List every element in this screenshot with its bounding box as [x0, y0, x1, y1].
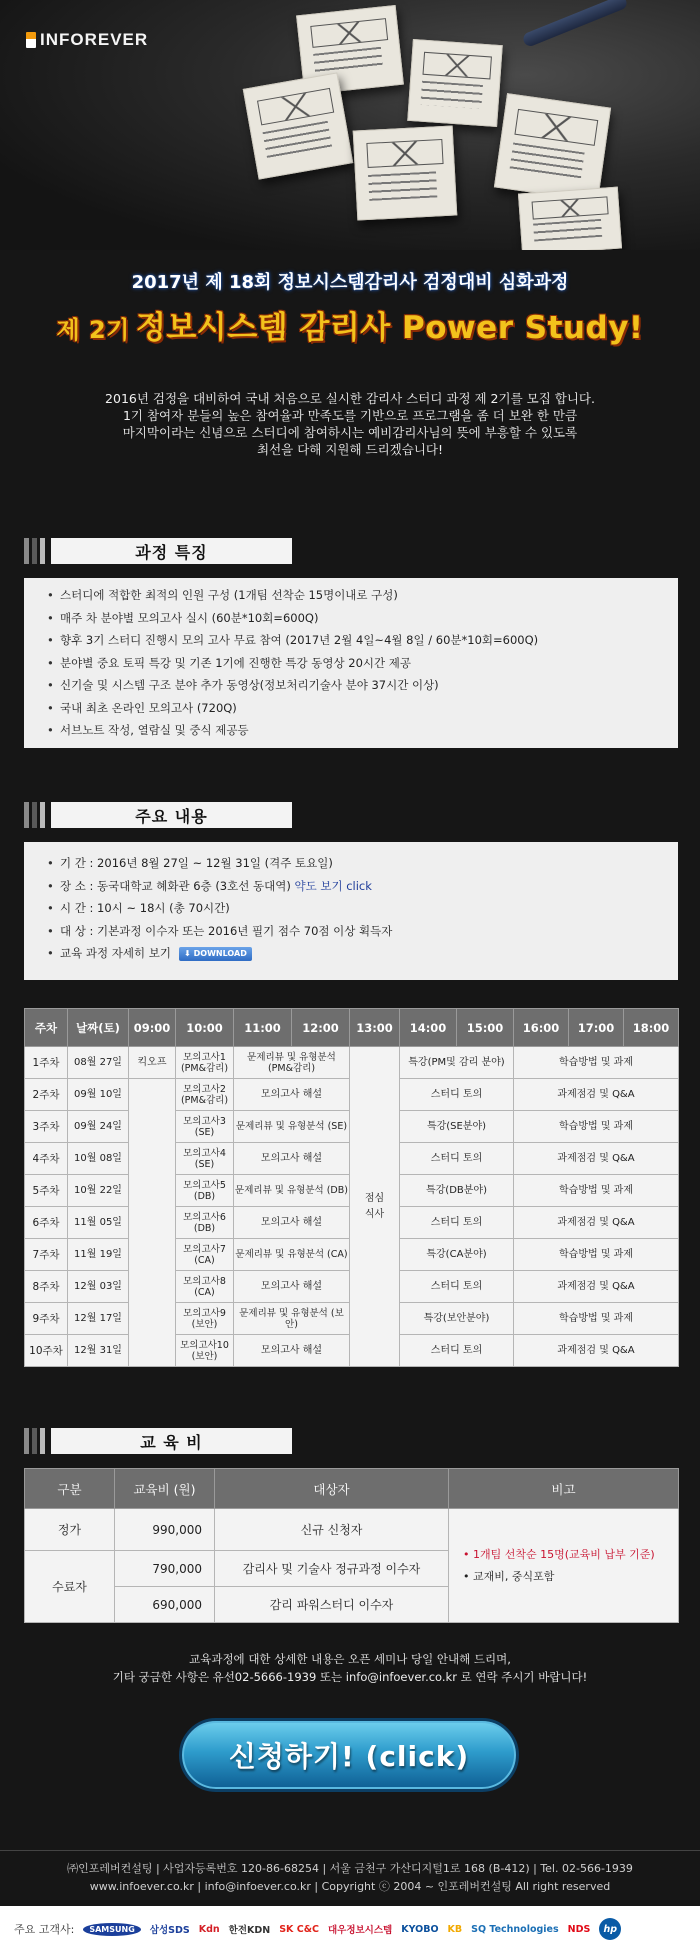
- date-cell: 09월 10일: [68, 1079, 129, 1111]
- client-logo-kdn: Kdn: [198, 1923, 220, 1935]
- wireframe-note: [494, 93, 611, 202]
- date-cell: 09월 24일: [68, 1111, 129, 1143]
- feature-item: • 신기술 및 시스템 구조 분야 추가 동영상(정보처리기술사 분야 37시간 이상): [60, 674, 678, 697]
- col-header: 13:00: [350, 1009, 400, 1047]
- detail-item: [60, 942, 678, 965]
- clients-bar: [0, 1906, 700, 1952]
- note-text: 교재비, 중식포함: [473, 1569, 555, 1583]
- wireframe-note: [243, 72, 354, 179]
- contact-line: 교육과정에 대한 상세한 내용은 오픈 세미나 당일 안내해 드리며,: [189, 1652, 511, 1666]
- client-logo-kyobo: KYOBO: [401, 1923, 439, 1935]
- col-header: 16:00: [514, 1009, 569, 1047]
- client-logo-sq: SQ Technologies: [471, 1923, 559, 1935]
- time-item: • 시 간 : 10시 ~ 18시 (총 70시간): [60, 897, 678, 920]
- download-label: DOWNLOAD: [193, 948, 247, 958]
- footer-line-1: ㈜인포레버컨설팅 | 사업자등록번호 120-86-68254 | 서울 금천구 가산디지털1로 168 (B-412) | Tel. 02-566-1939: [67, 1862, 633, 1875]
- target-item: • 대 상 : 기본과정 이수자 또는 2016년 필기 점수 70점 이상 획득자: [60, 920, 678, 943]
- feature-item: • 서브노트 작성, 열람실 및 중식 제공등: [60, 719, 678, 742]
- date-cell: 08월 27일: [68, 1047, 129, 1079]
- footer: [0, 1860, 700, 1896]
- date-cell: 12월 17일: [68, 1303, 129, 1335]
- week-cell: 10주차: [25, 1335, 68, 1367]
- review-cell: 모의고사 해설: [234, 1271, 350, 1303]
- study-cell: 학습방법 및 과제: [514, 1239, 679, 1271]
- intro-line: 2016년 검정을 대비하여 국내 처음으로 실시한 감리사 스터디 과정 제 2기를 모집 합니다.: [105, 391, 595, 406]
- note-item: • 1개팀 선착순 15명(교육비 납부 기준): [463, 1547, 655, 1561]
- hero-title: [0, 302, 700, 347]
- exam-cell: 모의고사7 (CA): [176, 1239, 234, 1271]
- date-cell: 11월 19일: [68, 1239, 129, 1271]
- exam-cell: 모의고사1 (PM&감리): [176, 1047, 234, 1079]
- schedule-header-row: [25, 1009, 679, 1047]
- col-header: 대상자: [215, 1469, 449, 1509]
- fee-heading: [24, 1428, 292, 1454]
- session-cell: 특강(DB분야): [400, 1175, 514, 1207]
- kickoff-blank-cell: [129, 1079, 176, 1367]
- client-logo-samsung: SAMSUNG: [83, 1923, 140, 1936]
- target-cell: 신규 신청자: [215, 1509, 449, 1551]
- note-item: • 교재비, 중식포함: [463, 1569, 555, 1583]
- client-logo-kepco-kdn: 한전KDN: [228, 1925, 271, 1936]
- session-cell: 특강(SE분야): [400, 1111, 514, 1143]
- fee-table: [24, 1468, 679, 1623]
- exam-cell: 모의고사6 (DB): [176, 1207, 234, 1239]
- session-cell: 스터디 토의: [400, 1207, 514, 1239]
- session-cell: 스터디 토의: [400, 1271, 514, 1303]
- col-header: 11:00: [234, 1009, 292, 1047]
- schedule-table: [24, 1008, 679, 1367]
- table-row: [25, 1509, 679, 1551]
- contact-text: [0, 1650, 700, 1686]
- session-cell: 특강(CA분야): [400, 1239, 514, 1271]
- table-row: [25, 1047, 679, 1079]
- intro-line: 1기 참여자 분들의 높은 참여율과 만족도를 기반으로 프로그램을 좀 더 보완 한 만큼: [122, 408, 578, 423]
- review-cell: 문제리뷰 및 유형분석 (보안): [234, 1303, 350, 1335]
- main-heading-label: 주요 내용: [51, 802, 292, 828]
- study-cell: 과제점검 및 Q&A: [514, 1143, 679, 1175]
- week-cell: 2주차: [25, 1079, 68, 1111]
- date-cell: 10월 08일: [68, 1143, 129, 1175]
- session-cell: 스터디 토의: [400, 1079, 514, 1111]
- main-heading: [24, 802, 292, 828]
- contact-line: 기타 궁금한 사항은 유선02-5666-1939 또는 info@infoever.co.kr 로 연락 주시기 바랍니다!: [112, 1670, 588, 1684]
- pen-image: [521, 0, 628, 48]
- lunch-cell: 점심 식사: [350, 1047, 400, 1367]
- wireframe-note: [353, 125, 458, 220]
- week-cell: 3주차: [25, 1111, 68, 1143]
- map-link[interactable]: 약도 보기 click: [294, 878, 372, 893]
- col-header: 10:00: [176, 1009, 234, 1047]
- col-header: 15:00: [457, 1009, 514, 1047]
- col-header: 교육비 (원): [115, 1469, 215, 1509]
- logo-mark-icon: [26, 32, 36, 48]
- exam-cell: 모의고사3 (SE): [176, 1111, 234, 1143]
- price-cell: 790,000: [115, 1551, 215, 1587]
- exam-cell: 모의고사2 (PM&감리): [176, 1079, 234, 1111]
- study-cell: 학습방법 및 과제: [514, 1111, 679, 1143]
- feature-item: • 매주 차 분야별 모의고사 실시 (60분*10회=600Q): [60, 607, 678, 630]
- client-logo-kb: KB: [447, 1923, 463, 1935]
- review-cell: 문제리뷰 및 유형분석 (PM&감리): [234, 1047, 350, 1079]
- hero-title-main: 정보시스템 감리사 Power Study!: [135, 310, 644, 346]
- footer-divider: [0, 1850, 700, 1851]
- download-icon: ⬇: [183, 948, 191, 958]
- week-cell: 8주차: [25, 1271, 68, 1303]
- study-cell: 과제점검 및 Q&A: [514, 1079, 679, 1111]
- col-header: 12:00: [292, 1009, 350, 1047]
- intro-line: 최선을 다해 지원해 드리겠습니다!: [257, 442, 443, 457]
- col-header: 주차: [25, 1009, 68, 1047]
- review-cell: 모의고사 해설: [234, 1143, 350, 1175]
- features-heading-label: 과정 특징: [51, 538, 292, 564]
- hero-banner: [0, 0, 700, 250]
- price-cell: 990,000: [115, 1509, 215, 1551]
- col-header: 14:00: [400, 1009, 457, 1047]
- wireframe-note: [518, 187, 622, 250]
- hero-title-prefix: 제 2기: [56, 316, 130, 344]
- place-text: 장 소 : 동국대학교 혜화관 6층 (3호선 동대역): [60, 878, 291, 893]
- period-item: • 기 간 : 2016년 8월 27일 ~ 12월 31일 (격주 토요일): [60, 852, 678, 875]
- download-button[interactable]: [179, 947, 252, 961]
- week-cell: 4주차: [25, 1143, 68, 1175]
- client-logo-samsungsds: 삼성SDS: [149, 1925, 190, 1936]
- date-cell: 10월 22일: [68, 1175, 129, 1207]
- main-panel: [24, 842, 678, 980]
- exam-cell: 모의고사10 (보안): [176, 1335, 234, 1367]
- feature-item: • 분야별 중요 토픽 특강 및 기존 1기에 진행한 특강 동영상 20시간 제공: [60, 652, 678, 675]
- week-cell: 1주차: [25, 1047, 68, 1079]
- date-cell: 12월 31일: [68, 1335, 129, 1367]
- logo-text: INFOREVER: [40, 30, 149, 49]
- week-cell: 9주차: [25, 1303, 68, 1335]
- exam-cell: 모의고사9 (보안): [176, 1303, 234, 1335]
- category-cell: 정가: [25, 1509, 115, 1551]
- col-header: 구분: [25, 1469, 115, 1509]
- review-cell: 모의고사 해설: [234, 1079, 350, 1111]
- note-cell: [449, 1509, 679, 1623]
- detail-text: 교육 과정 자세히 보기: [60, 946, 171, 960]
- feature-item: • 국내 최초 온라인 모의고사 (720Q): [60, 697, 678, 720]
- intro-line: 마지막이라는 신념으로 스터디에 참여하시는 예비감리사님의 뜻에 부흥할 수 있도록: [122, 425, 578, 440]
- client-logo-nds: NDS: [567, 1923, 591, 1935]
- col-header: 비고: [449, 1469, 679, 1509]
- inforever-logo[interactable]: [26, 30, 148, 50]
- session-cell: 스터디 토의: [400, 1335, 514, 1367]
- col-header: 09:00: [129, 1009, 176, 1047]
- footer-line-2: www.infoever.co.kr | info@infoever.co.kr | Copyright ⓒ 2004 ~ 인포레버컨설팅 All right reserved: [89, 1880, 611, 1893]
- study-cell: 학습방법 및 과제: [514, 1175, 679, 1207]
- price-cell: 690,000: [115, 1587, 215, 1623]
- clients-label: 주요 고객사:: [14, 1923, 75, 1936]
- fee-heading-label: 교 육 비: [51, 1428, 292, 1454]
- feature-item: • 스터디에 적합한 최적의 인원 구성 (1개팀 선착순 15명이내로 구성): [60, 584, 678, 607]
- study-cell: 과제점검 및 Q&A: [514, 1335, 679, 1367]
- features-panel: [24, 578, 678, 748]
- col-header: 날짜(토): [68, 1009, 129, 1047]
- client-logo-hp: hp: [599, 1918, 621, 1940]
- place-item: [60, 875, 678, 898]
- study-cell: 과제점검 및 Q&A: [514, 1271, 679, 1303]
- week-cell: 6주차: [25, 1207, 68, 1239]
- wireframe-note: [407, 39, 503, 127]
- feature-item: • 향후 3기 스터디 진행시 모의 고사 무료 참여 (2017년 2월 4일~4월 8일 / 60분*10회=600Q): [60, 629, 678, 652]
- review-cell: 모의고사 해설: [234, 1335, 350, 1367]
- exam-cell: 모의고사8 (CA): [176, 1271, 234, 1303]
- apply-button[interactable]: 신청하기! (click): [179, 1718, 519, 1792]
- review-cell: 문제리뷰 및 유형분석 (SE): [234, 1111, 350, 1143]
- col-header: 17:00: [569, 1009, 624, 1047]
- study-cell: 과제점검 및 Q&A: [514, 1207, 679, 1239]
- date-cell: 12월 03일: [68, 1271, 129, 1303]
- week-cell: 7주차: [25, 1239, 68, 1271]
- target-cell: 감리 파워스터디 이수자: [215, 1587, 449, 1623]
- kickoff-cell: 킥오프: [129, 1047, 176, 1079]
- hero-subtitle: 2017년 제 18회 정보시스템감리사 검정대비 심화과정: [131, 272, 569, 293]
- review-cell: 모의고사 해설: [234, 1207, 350, 1239]
- client-logo-skcc: SK C&C: [279, 1923, 319, 1935]
- session-cell: 특강(PM및 감리 분야): [400, 1047, 514, 1079]
- session-cell: 특강(보안분야): [400, 1303, 514, 1335]
- col-header: 18:00: [624, 1009, 679, 1047]
- review-cell: 문제리뷰 및 유형분석 (DB): [234, 1175, 350, 1207]
- exam-cell: 모의고사5 (DB): [176, 1175, 234, 1207]
- study-cell: 학습방법 및 과제: [514, 1303, 679, 1335]
- category-cell: 수료자: [25, 1551, 115, 1623]
- note-text: 1개팀 선착순 15명(교육비 납부 기준): [473, 1547, 655, 1561]
- session-cell: 스터디 토의: [400, 1143, 514, 1175]
- study-cell: 학습방법 및 과제: [514, 1047, 679, 1079]
- date-cell: 11월 05일: [68, 1207, 129, 1239]
- week-cell: 5주차: [25, 1175, 68, 1207]
- exam-cell: 모의고사4 (SE): [176, 1143, 234, 1175]
- review-cell: 문제리뷰 및 유형분석 (CA): [234, 1239, 350, 1271]
- client-logo-daewoo: 대우정보시스템: [327, 1925, 393, 1936]
- features-heading: [24, 538, 292, 564]
- fee-header-row: [25, 1469, 679, 1509]
- intro-text: [40, 390, 660, 458]
- target-cell: 감리사 및 기술사 정규과정 이수자: [215, 1551, 449, 1587]
